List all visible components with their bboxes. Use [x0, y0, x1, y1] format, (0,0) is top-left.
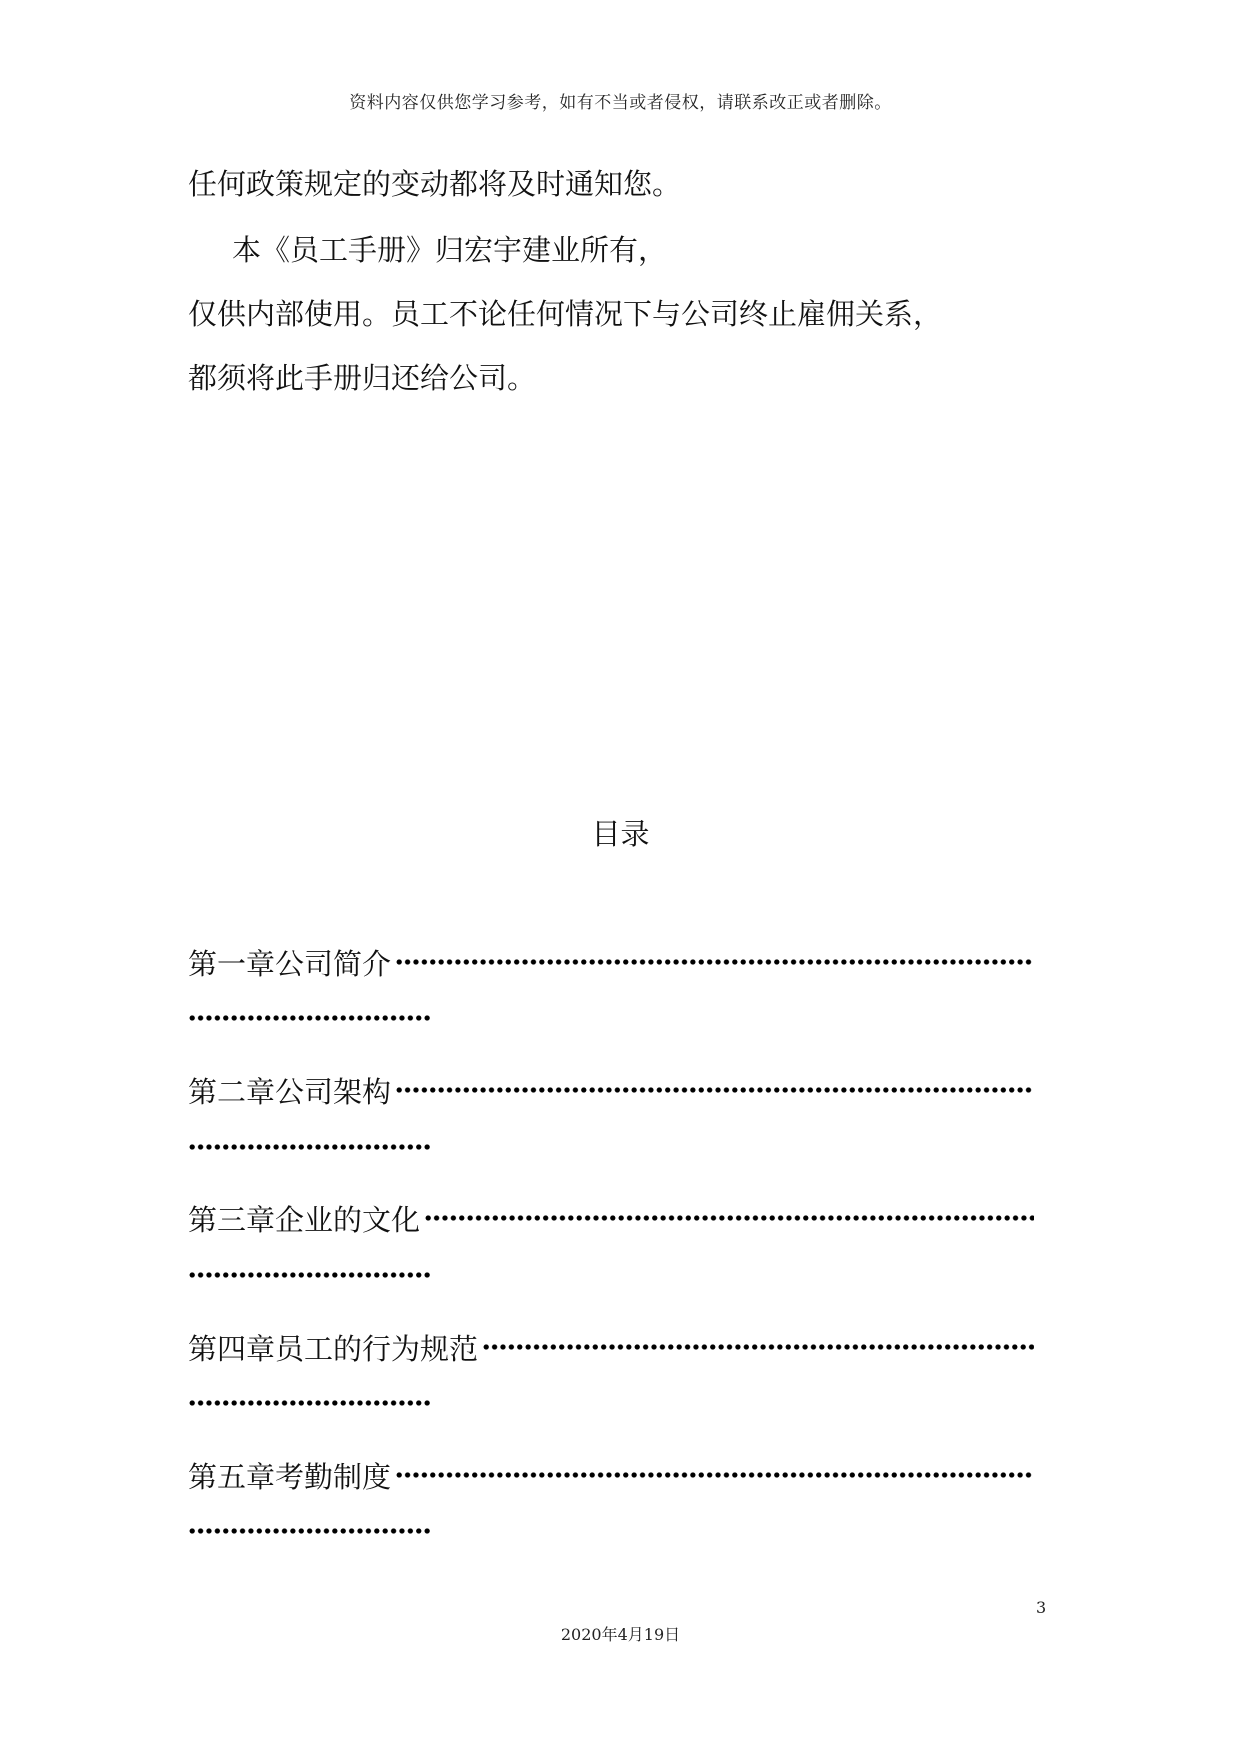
toc-dot-leader [482, 1343, 1034, 1351]
paragraph-line-4: 都须将此手册归还给公司。 [188, 361, 537, 395]
toc-entry-label: 第五章考勤制度 [188, 1459, 392, 1494]
toc-dot-leader-continuation [188, 1399, 430, 1407]
toc-entry-5 [188, 1455, 1034, 1495]
toc-dot-leader [395, 958, 1034, 966]
toc-entry-1 [188, 942, 1034, 982]
toc-dot-leader [395, 1471, 1034, 1479]
toc-entry-label: 第四章员工的行为规范 [188, 1331, 479, 1366]
toc-entry-label: 第一章公司简介 [188, 946, 392, 981]
toc-dot-leader-continuation [188, 1014, 430, 1022]
toc-title: 目录 [591, 817, 650, 851]
paragraph-line-2: 本《员工手册》归宏宇建业所有， [232, 233, 668, 267]
toc-entry-3 [188, 1198, 1034, 1238]
toc-entry-label: 第三章企业的文化 [188, 1202, 421, 1237]
paragraph-line-3: 仅供内部使用。员工不论任何情况下与公司终止雇佣关系， [188, 297, 943, 331]
page-number: 3 [1036, 1598, 1047, 1617]
toc-dot-leader-continuation [188, 1271, 430, 1279]
toc-entry-4 [188, 1327, 1034, 1367]
footer-date: 2020年4月19日 [560, 1625, 681, 1644]
header-disclaimer: 资料内容仅供您学习参考，如有不当或者侵权，请联系改正或者删除。 [349, 93, 892, 113]
toc-dot-leader-continuation [188, 1143, 430, 1151]
toc-entry-2 [188, 1070, 1034, 1110]
toc-dot-leader-continuation [188, 1527, 430, 1535]
paragraph-line-1: 任何政策规定的变动都将及时通知您。 [188, 167, 682, 201]
toc-entry-label: 第二章公司架构 [188, 1074, 392, 1109]
toc-dot-leader [424, 1214, 1034, 1222]
toc-dot-leader [395, 1086, 1034, 1094]
